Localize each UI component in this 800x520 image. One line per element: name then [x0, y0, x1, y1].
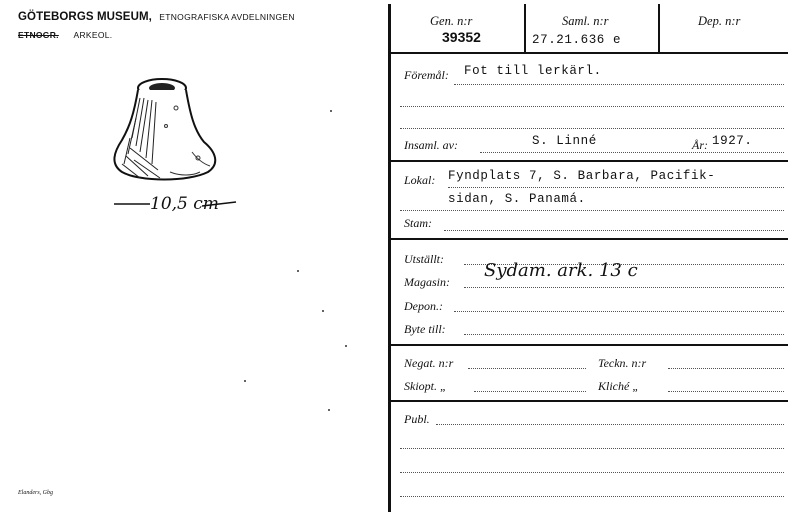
- dotted-line: [468, 368, 586, 369]
- magasin-label: Magasin:: [404, 275, 450, 289]
- speck: [244, 380, 246, 382]
- struck-department: ETNOGR.: [18, 30, 59, 40]
- speck: [322, 310, 324, 312]
- dotted-line: [454, 84, 784, 85]
- museum-header: [18, 11, 295, 23]
- lokal-label: Lokal:: [404, 173, 436, 187]
- speck: [297, 270, 299, 272]
- gen-label: Gen. n:r: [430, 14, 473, 28]
- dotted-line: [400, 128, 784, 129]
- dotted-line: [448, 187, 784, 188]
- speck: [330, 110, 332, 112]
- foremal-value: Fot till lerkärl.: [464, 64, 602, 78]
- publ-label: Publ.: [404, 412, 430, 426]
- insaml-value: S. Linné: [532, 134, 597, 148]
- dotted-line: [400, 496, 784, 497]
- dotted-line: [400, 106, 784, 107]
- magasin-value: Sydam. ark. 13 c: [484, 260, 638, 281]
- lokal-line-2: sidan, S. Panamá.: [448, 192, 586, 206]
- kliche-label: Kliché „: [598, 379, 639, 393]
- ar-label: År:: [692, 138, 708, 152]
- saml-label: Saml. n:r: [562, 14, 609, 28]
- dotted-line: [400, 472, 784, 473]
- rule: [388, 400, 788, 402]
- header-subline: [18, 30, 112, 40]
- dotted-line: [464, 334, 784, 335]
- dotted-line: [464, 287, 784, 288]
- vessel-foot-sketch: [100, 68, 230, 188]
- rule: [388, 160, 788, 162]
- dotted-line: [474, 391, 586, 392]
- dep-label: Dep. n:r: [698, 14, 741, 28]
- arkeol-label: ARKEOL.: [73, 30, 113, 40]
- header-divider-1: [524, 4, 526, 52]
- printer-imprint: Elanders, Gbg: [18, 490, 53, 496]
- foremal-label: Föremål:: [404, 68, 449, 82]
- dotted-line: [400, 448, 784, 449]
- dotted-line: [400, 210, 784, 211]
- byte-label: Byte till:: [404, 322, 446, 336]
- saml-value: 27.21.636 e: [532, 33, 622, 47]
- negat-label: Negat. n:r: [404, 356, 454, 370]
- stam-label: Stam:: [404, 216, 432, 230]
- rule: [388, 344, 788, 346]
- utstallt-label: Utställt:: [404, 252, 445, 266]
- dotted-line: [668, 368, 784, 369]
- department-name: ETNOGRAFISKA AVDELNINGEN: [159, 12, 295, 22]
- depon-label: Depon.:: [404, 299, 443, 313]
- museum-name: GÖTEBORGS MUSEUM,: [18, 11, 152, 23]
- dotted-line: [444, 230, 784, 231]
- scale-note: 10,5 cm: [150, 194, 219, 214]
- speck: [328, 409, 330, 411]
- card-left-border: [388, 4, 391, 512]
- dotted-line: [480, 152, 784, 153]
- ar-value: 1927.: [712, 134, 753, 148]
- lokal-line-1: Fyndplats 7, S. Barbara, Pacifik-: [448, 169, 716, 183]
- skiopt-label: Skiopt. „: [404, 379, 447, 393]
- dotted-line: [668, 391, 784, 392]
- rule: [388, 238, 788, 240]
- rule: [388, 52, 788, 54]
- dotted-line: [454, 311, 784, 312]
- insaml-label: Insaml. av:: [404, 138, 458, 152]
- header-divider-2: [658, 4, 660, 52]
- teckn-label: Teckn. n:r: [598, 356, 647, 370]
- dotted-line: [436, 424, 784, 425]
- gen-value: 39352: [442, 29, 481, 45]
- speck: [345, 345, 347, 347]
- catalogue-card: [388, 4, 788, 512]
